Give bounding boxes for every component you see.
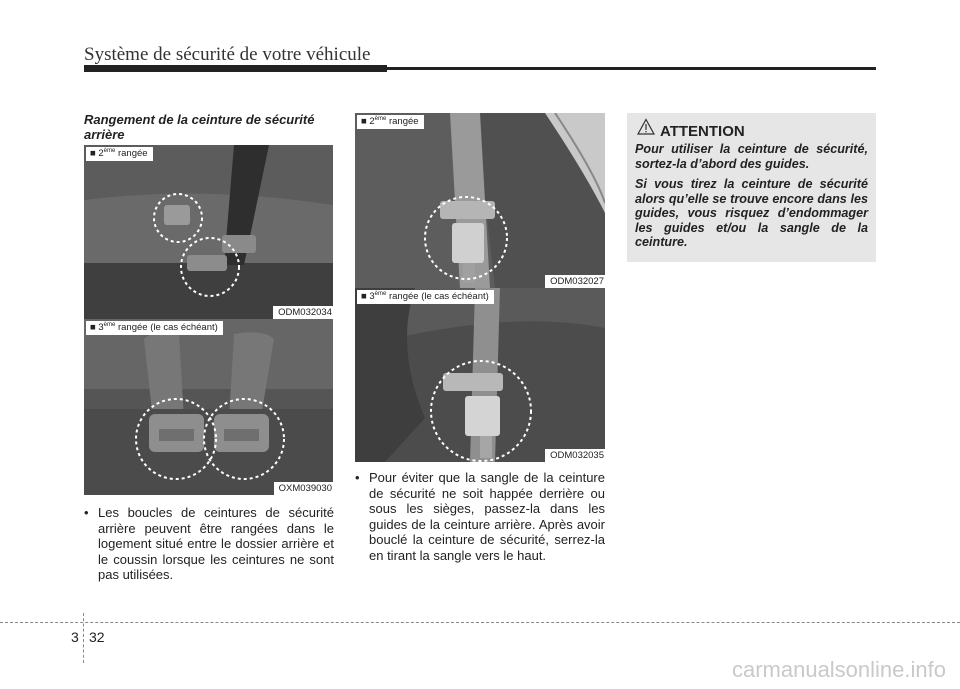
- figure-label: ■ 2ème rangée: [86, 147, 153, 161]
- figure-code: ODM032027: [545, 275, 605, 288]
- bullet-symbol: •: [355, 470, 360, 485]
- figure-code: ODM032034: [273, 306, 333, 319]
- bullet-left-text: Les boucles de ceintures de sécurité arrière peuvent être rangées dans le logement situé entre le dossier arrière et le coussin lorsque les ceintures ne sont pas utilisées.: [98, 505, 334, 583]
- figure-label: ■ 3ème rangée (le cas échéant): [357, 290, 494, 304]
- warning-triangle-icon: [637, 118, 655, 136]
- watermark: carmanualsonline.info: [731, 657, 946, 682]
- figure-3rd-row-belt-guide: [355, 288, 605, 462]
- header-rule-accent: [84, 65, 387, 72]
- attention-paragraph-1: Pour utiliser la ceinture de sécurité, sortez-la d’abord des guides.: [635, 142, 868, 171]
- figure-3rd-row-buckles: [84, 319, 333, 495]
- figure-label: ■ 2ème rangée: [357, 115, 424, 129]
- footer-divider: [83, 613, 84, 663]
- figure-3rd-row-buckles-illustration: [84, 319, 333, 495]
- attention-paragraph-2: Si vous tirez la ceinture de sécurité alors qu’elle se trouve encore dans les guides, vous risquez d’endommager les guides et/ou la sangle de la ceinture.: [635, 177, 868, 249]
- page-number: 32: [89, 629, 105, 645]
- figure-code: ODM032035: [545, 449, 605, 462]
- figure-label: ■ 3ème rangée (le cas échéant): [86, 321, 223, 335]
- footer-rule: [0, 622, 960, 623]
- chapter-number: 3: [71, 629, 79, 645]
- figure-code: OXM039030: [274, 482, 333, 495]
- figure-2nd-row-belt-guide-illustration: [355, 113, 605, 288]
- bullet-right-text: Pour éviter que la sangle de la ceinture de sécurité ne soit happée derrière ou sous les sièges, passez-la dans les guides de la ceinture arrière. Après avoir bouclé la ceinture de sécurité, serrez-la en tirant la sangle vers le haut.: [369, 470, 605, 563]
- bullet-left: [84, 505, 334, 583]
- section-heading: Rangement de la ceinture de sécurité arrière: [84, 112, 315, 142]
- header-title: Système de sécurité de votre véhicule: [84, 44, 371, 65]
- figure-2nd-row-buckles: [84, 145, 333, 319]
- figure-2nd-row-buckles-illustration: [84, 145, 333, 319]
- bullet-symbol: •: [84, 505, 89, 520]
- attention-title: ATTENTION: [660, 123, 745, 140]
- bullet-right: [355, 470, 605, 564]
- figure-3rd-row-belt-guide-illustration: [355, 288, 605, 462]
- figure-2nd-row-belt-guide: [355, 113, 605, 288]
